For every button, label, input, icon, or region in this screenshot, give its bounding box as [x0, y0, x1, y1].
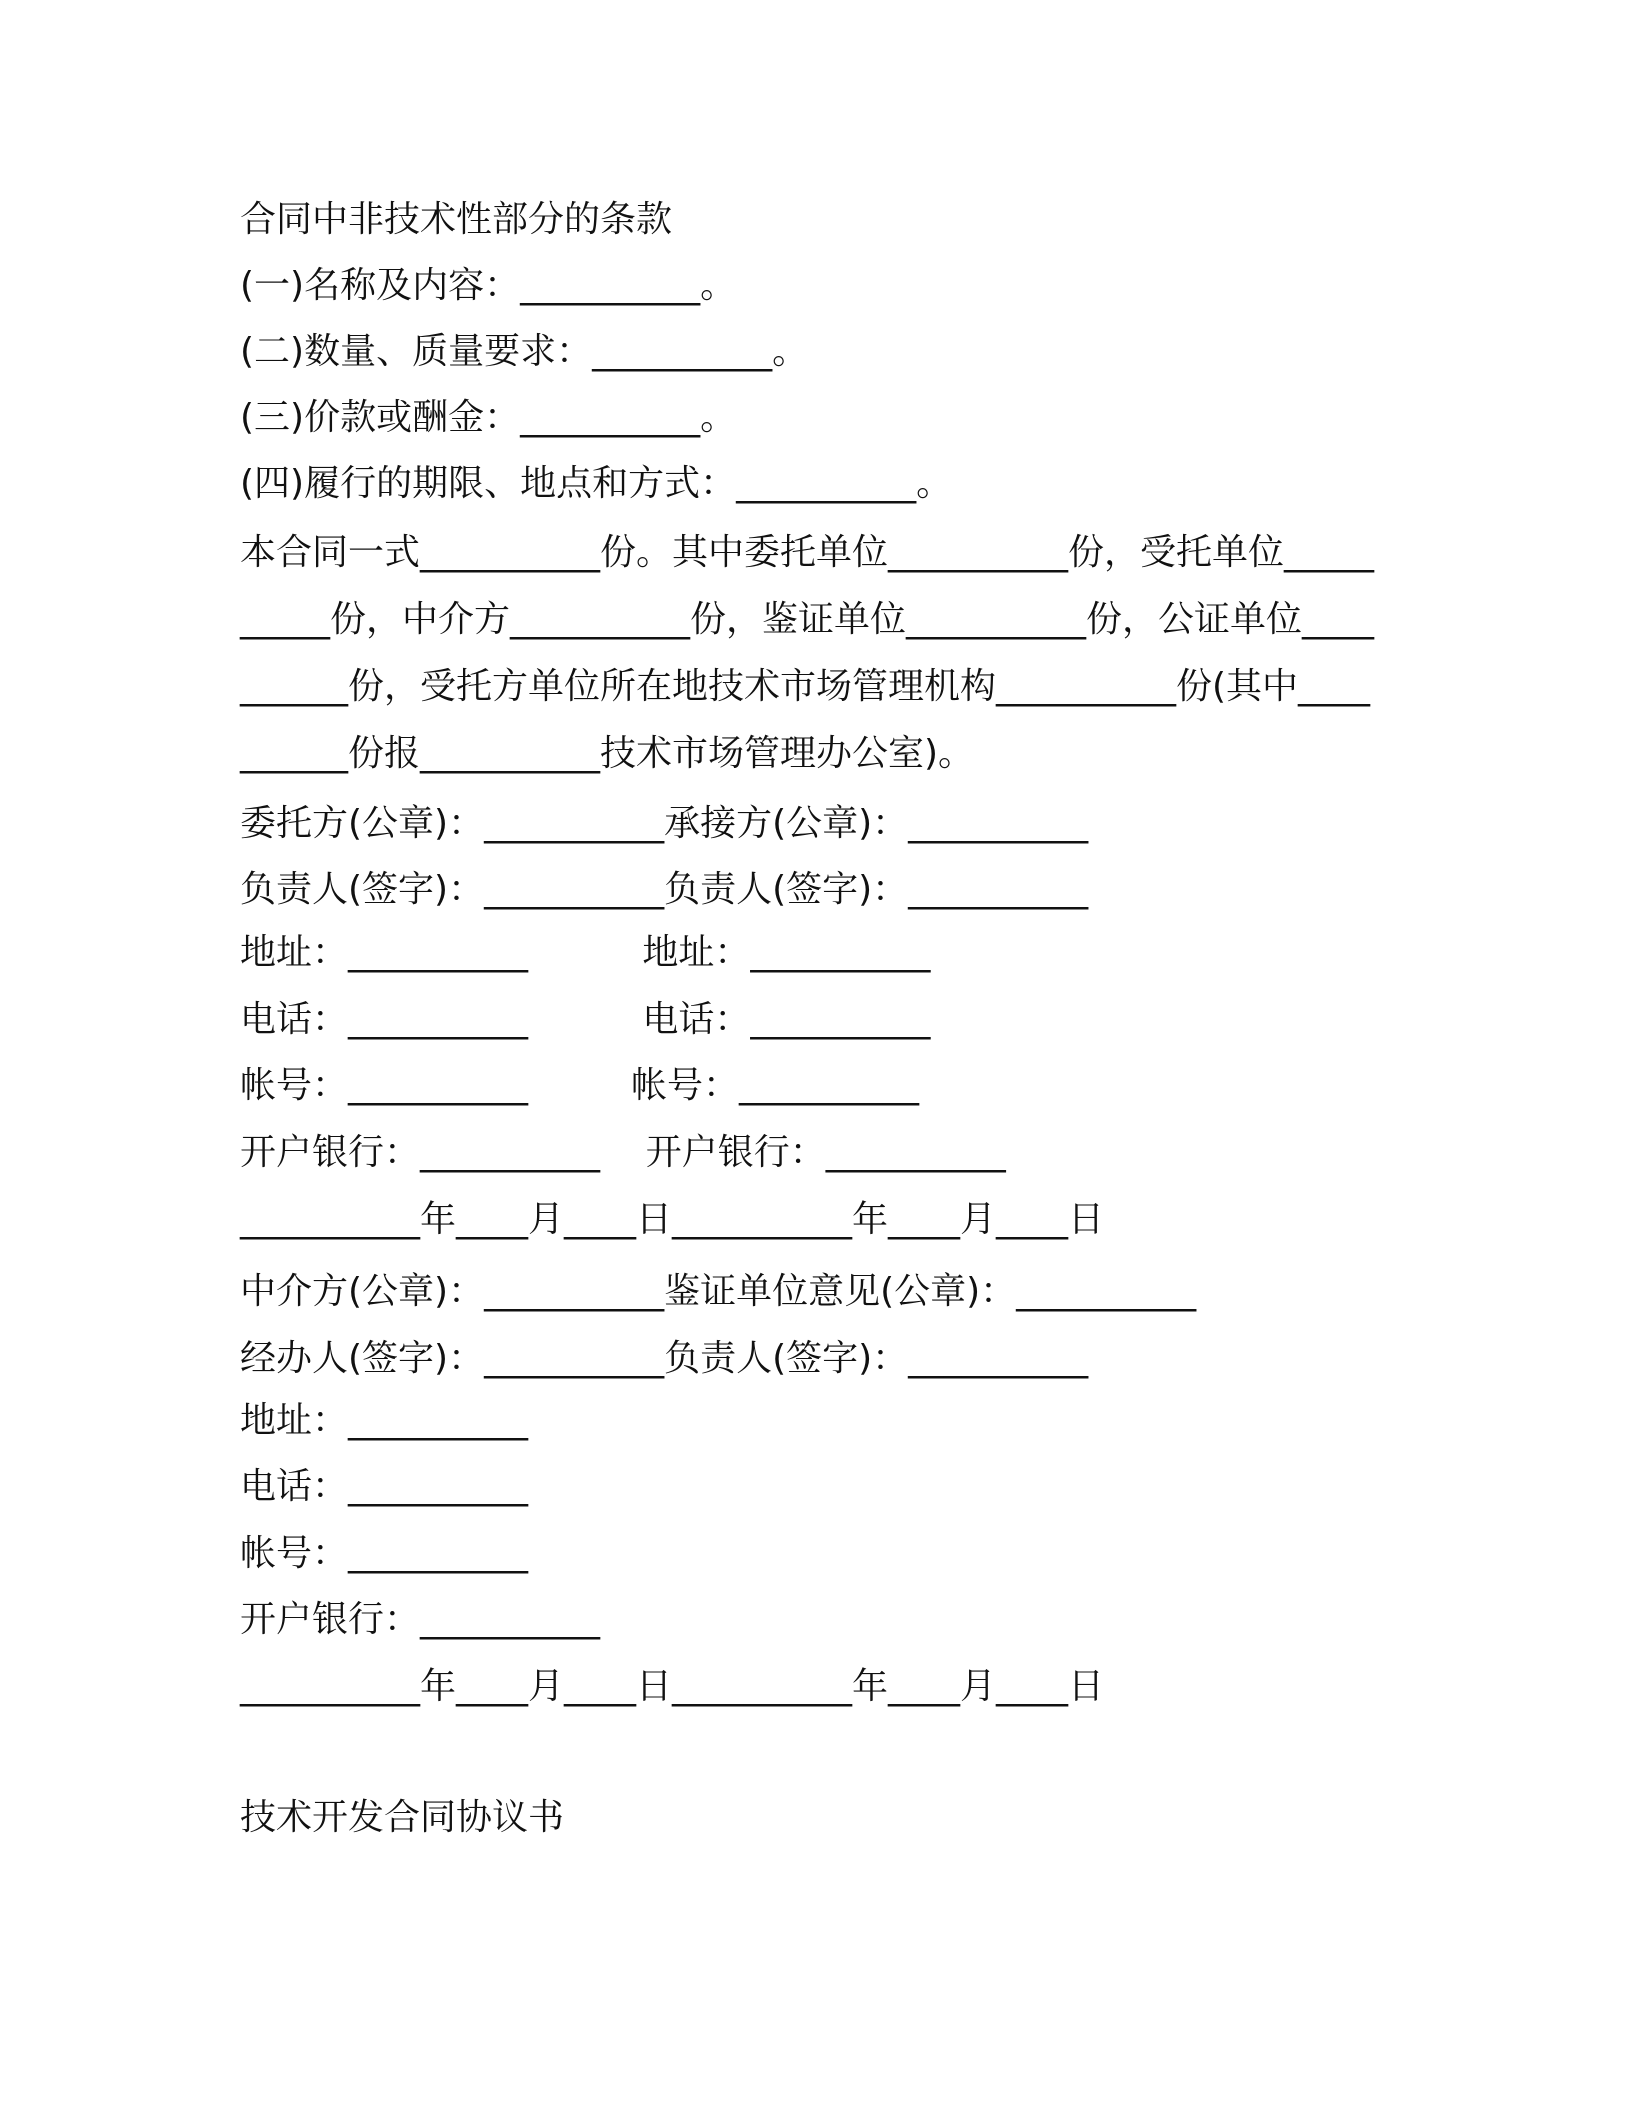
- sig2-date-line: __________年____月____日__________年____月____日: [240, 1666, 1104, 1707]
- sig1-line-2: 负责人(签字)：__________负责人(签字)：__________: [240, 869, 1089, 910]
- clause-item-1: (一)名称及内容：__________。: [240, 265, 737, 306]
- next-document-title: 技术开发合同协议书: [240, 1797, 565, 1838]
- clause-item-2: (二)数量、质量要求：__________。: [240, 331, 809, 372]
- sig2-line-2: 经办人(签字)：__________负责人(签字)：__________: [240, 1338, 1089, 1379]
- sig2-line-5: 帐号：__________: [240, 1533, 529, 1574]
- sig1-line-6: 开户银行：__________ 开户银行：__________: [240, 1132, 1006, 1173]
- sig1-line-4: 电话：__________ 电话：__________: [240, 999, 931, 1040]
- sig1-line-3: 地址：__________ 地址：__________: [240, 932, 931, 973]
- sig2-line-1: 中介方(公章)：__________鉴证单位意见(公章)：__________: [240, 1271, 1197, 1312]
- sig1-date-line: __________年____月____日__________年____月____日: [240, 1199, 1104, 1240]
- copies-paragraph: 本合同一式__________份。其中委托单位__________份，受托单位__________份，中介方__________份，鉴证单位__________份，公证单位__________份，受托方单位所在地技术市场管理机构__________份(其中__________份报__________技术市场管理办公室)。: [240, 532, 1375, 774]
- section-title: 合同中非技术性部分的条款: [240, 199, 673, 240]
- clause-item-3: (三)价款或酬金：__________。: [240, 397, 737, 438]
- sig1-line-1: 委托方(公章)：__________承接方(公章)：__________: [240, 803, 1089, 844]
- clause-item-4: (四)履行的期限、地点和方式：__________。: [240, 463, 953, 504]
- sig1-line-5: 帐号：__________ 帐号：__________: [240, 1065, 919, 1106]
- sig2-line-6: 开户银行：__________: [240, 1599, 601, 1640]
- sig2-line-3: 地址：__________: [240, 1400, 529, 1441]
- sig2-line-4: 电话：__________: [240, 1466, 529, 1507]
